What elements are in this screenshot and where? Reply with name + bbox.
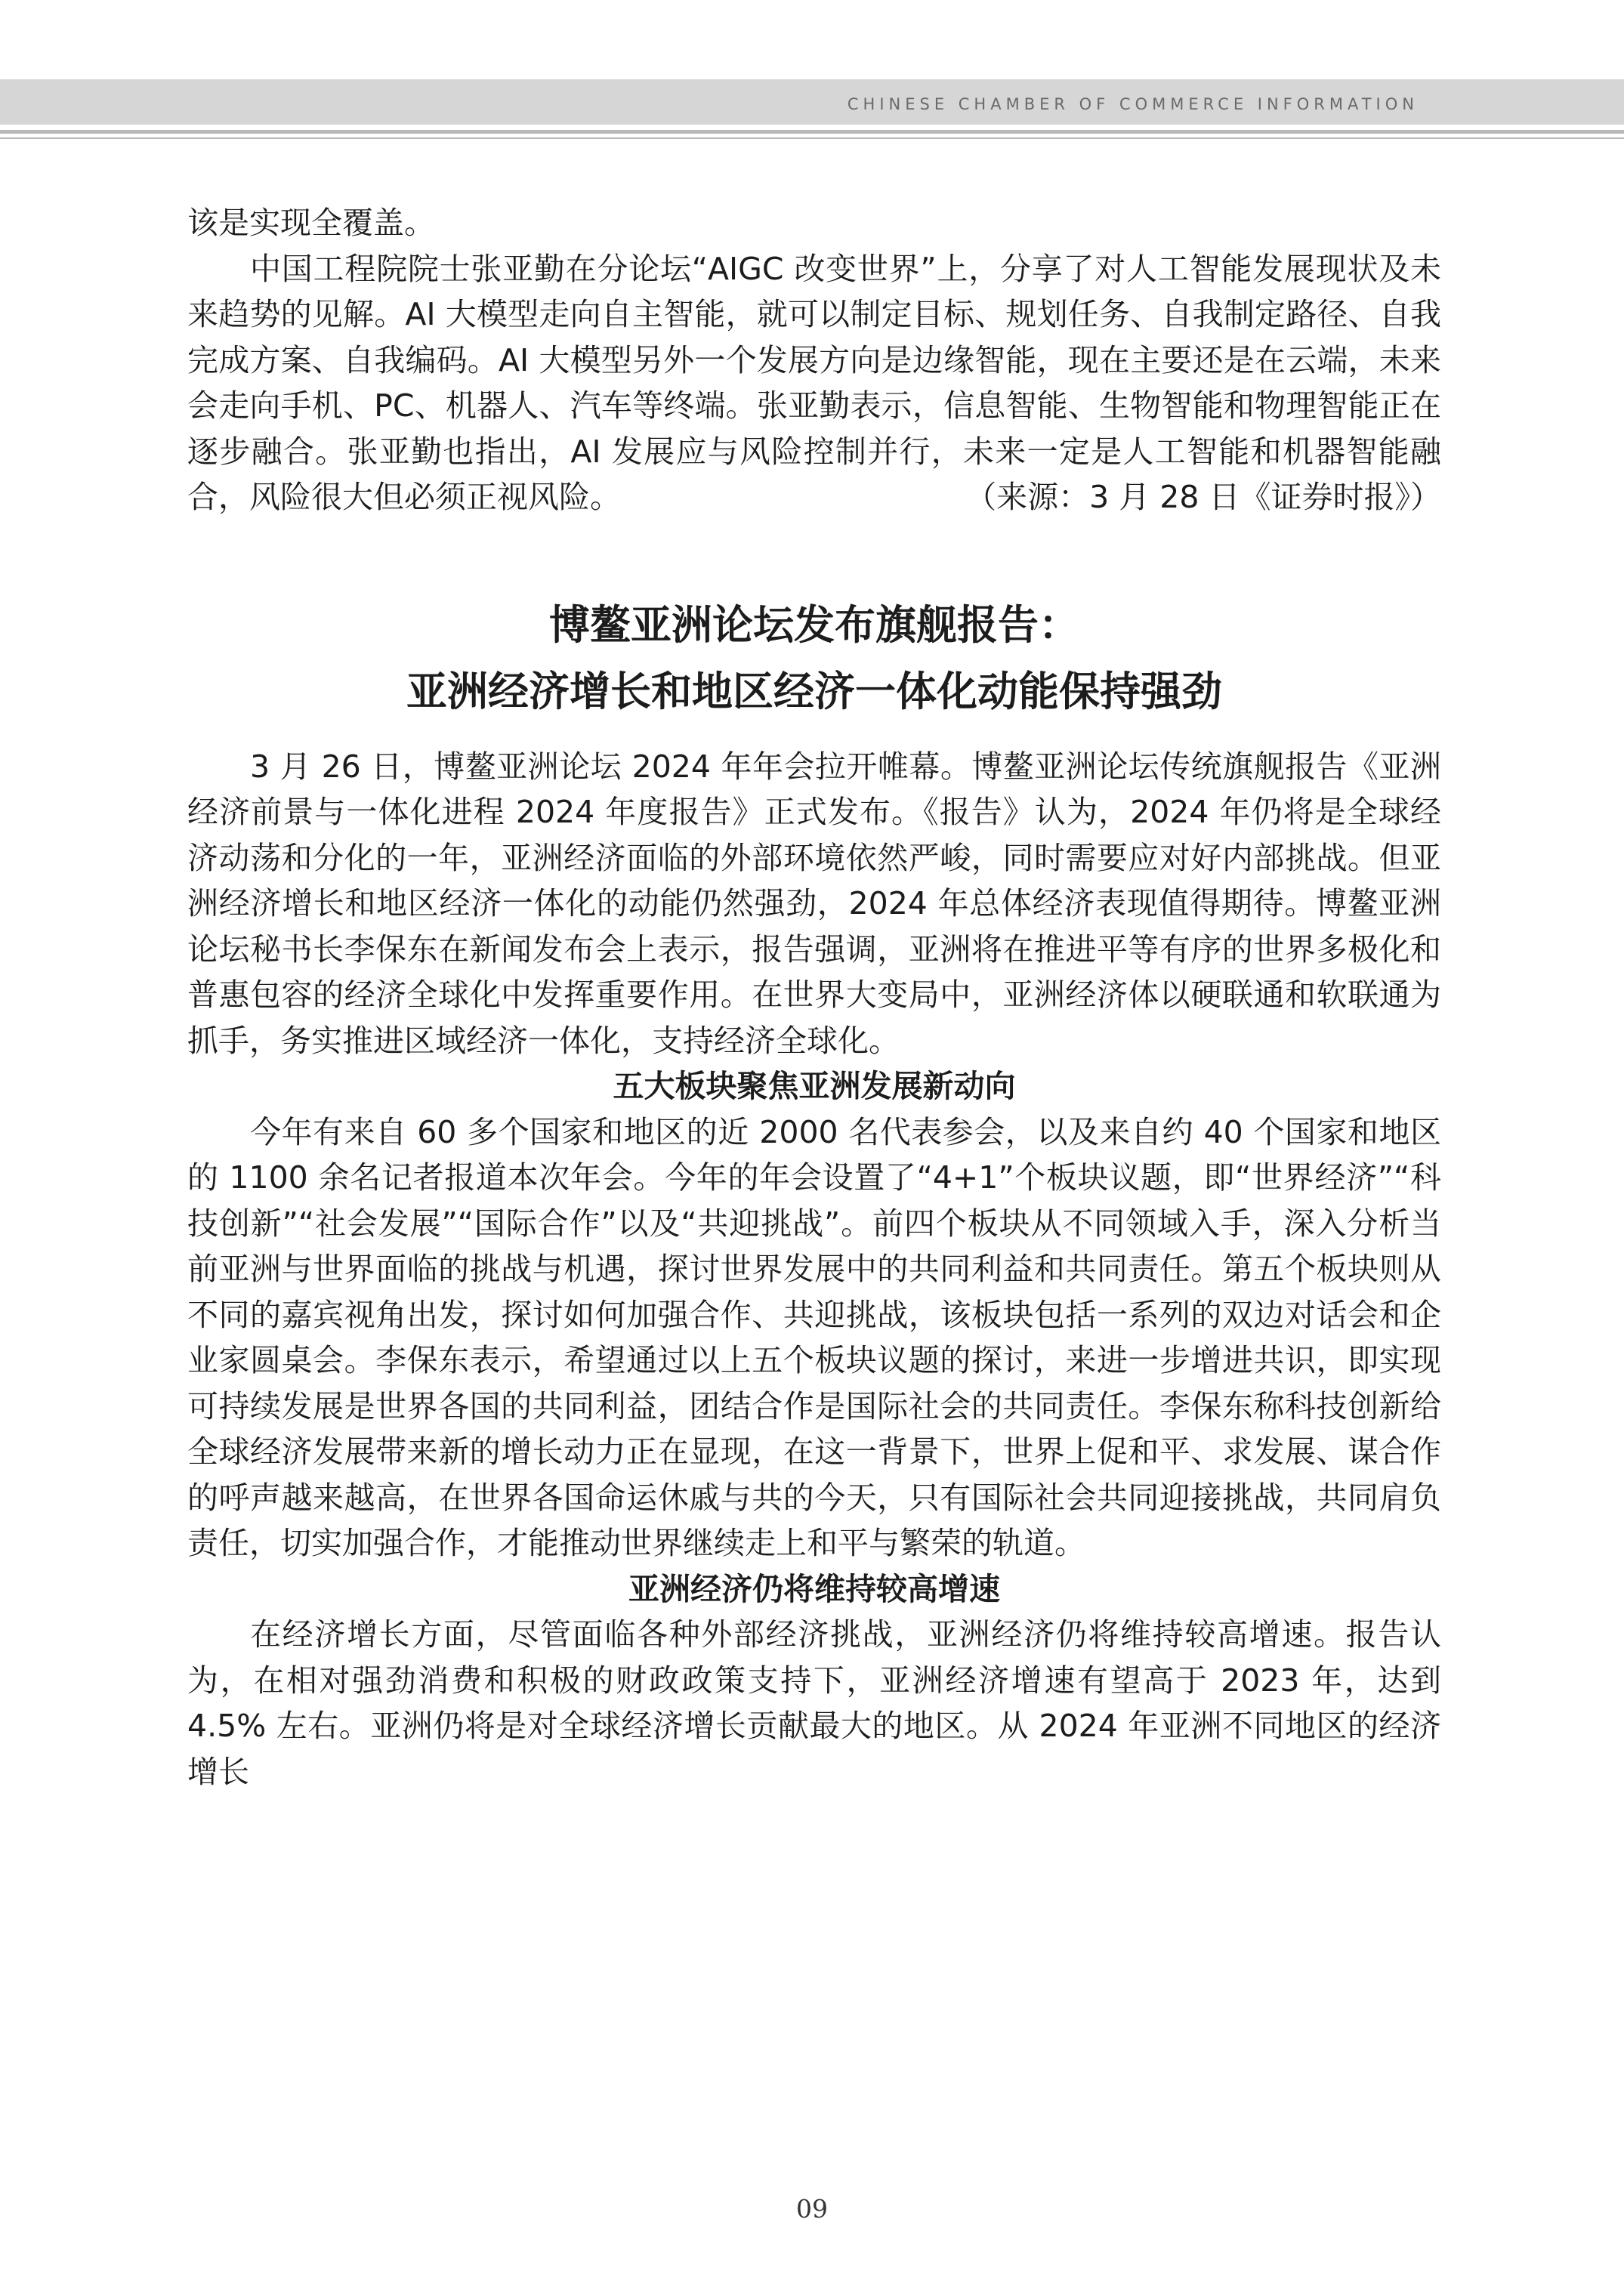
- section-text-2: 在经济增长方面，尽管面临各种外部经济挑战，亚洲经济仍将维持较高增速。报告认为，在相对强劲消费和积极的财政政策支持下，亚洲经济增速有望高于 2023 年，达到 4.5% 左右。亚洲仍将是对全球经济增长贡献最大的地区。从 2024 年亚洲不同地区的经济增长: [187, 1616, 1441, 1790]
- section-heading-2: 亚洲经济仍将维持较高增速: [628, 1570, 1000, 1607]
- page-content: [187, 200, 1441, 1795]
- article-title-line2: 亚洲经济增长和地区经济一体化动能保持强劲: [406, 667, 1222, 715]
- article-title-line1: 博鳌亚洲论坛发布旗舰报告：: [549, 600, 1079, 649]
- header-divider-thin: [0, 137, 1624, 139]
- page-number: 09: [796, 2194, 828, 2224]
- continued-text: 该是实现全覆盖。: [187, 205, 435, 241]
- article-intro: 3 月 26 日，博鳌亚洲论坛 2024 年年会拉开帷幕。博鳌亚洲论坛传统旗舰报告《亚洲经济前景与一体化进程 2024 年度报告》正式发布。《报告》认为，2024 年仍将是全球经济动荡和分化的一年，亚洲经济面临的外部环境依然严峻，同时需要应对好内部挑战。但亚洲经济增长和地区经济一体化的动能仍然强劲，2024 年总体经济表现值得期待。博鳌亚洲论坛秘书长李保东在新闻发布会上表示，报告强调，亚洲将在推进平等有序的世界多极化和普惠包容的经济全球化中发挥重要作用。在世界大变局中，亚洲经济体以硬联通和软联通为抓手，务实推进区域经济一体化，支持经济全球化。: [187, 748, 1441, 1059]
- section-heading-1: 五大板块聚焦亚洲发展新动向: [613, 1068, 1016, 1104]
- article-title: [187, 592, 1441, 725]
- header-divider: [0, 130, 1624, 134]
- publication-name: CHINESE CHAMBER OF COMMERCE INFORMATION: [847, 95, 1419, 113]
- prev-article-paragraph: 中国工程院院士张亚勤在分论坛“AIGC 改变世界”上，分享了对人工智能发展现状及未来趋势的见解。AI 大模型走向自主智能，就可以制定目标、规划任务、自我制定路径、自我完成方案、自我编码。AI 大模型另外一个发展方向是边缘智能，现在主要还是在云端，未来会走向手机、PC、机器人、汽车等终端。张亚勤表示，信息智能、生物智能和物理智能正在逐步融合。张亚勤也指出，AI 发展应与风险控制并行，未来一定是人工智能和机器智能融合，风险很大但必须正视风险。: [187, 250, 1441, 515]
- source-citation: （来源：3 月 28 日《证券时报》）: [965, 479, 1441, 515]
- section-text-1: 今年有来自 60 多个国家和地区的近 2000 名代表参会，以及来自约 40 个国家和地区的 1100 余名记者报道本次年会。今年的年会设置了“4+1”个板块议题，即“世界经济”“科技创新”“社会发展”“国际合作”以及“共迎挑战”。前四个板块从不同领域入手，深入分析当前亚洲与世界面临的挑战与机遇，探讨世界发展中的共同利益和共同责任。第五个板块则从不同的嘉宾视角出发，探讨如何加强合作、共迎挑战，该板块包括一系列的双边对话会和企业家圆桌会。李保东表示，希望通过以上五个板块议题的探讨，来进一步增进共识，即实现可持续发展是世界各国的共同利益，团结合作是国际社会的共同责任。李保东称科技创新给全球经济发展带来新的增长动力正在显现，在这一背景下，世界上促和平、求发展、谋合作的呼声越来越高，在世界各国命运休戚与共的今天，只有国际社会共同迎接挑战，共同肩负责任，切实加强合作，才能推动世界继续走上和平与繁荣的轨道。: [187, 1113, 1441, 1561]
